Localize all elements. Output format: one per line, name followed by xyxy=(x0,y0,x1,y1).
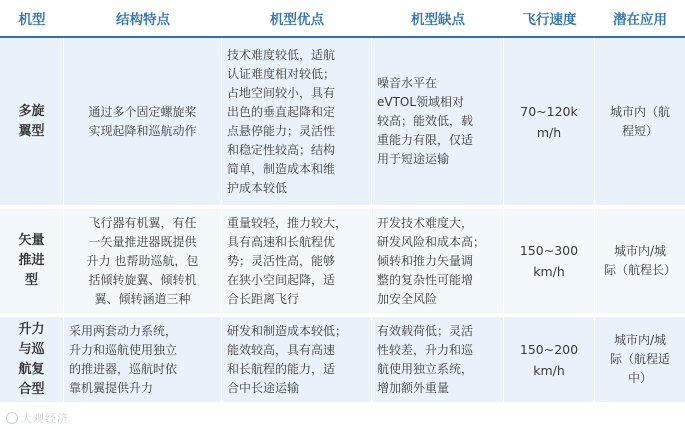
watermark-logo-icon xyxy=(6,412,18,424)
header-structure: 结构特点 xyxy=(64,0,222,38)
cell-structure: 通过多个固定螺旋桨 实现起降和巡航动作 xyxy=(64,38,222,209)
cell-cons: 开发技术难度大， 研发风险和成本高； 倾转和推力矢量调 整的复杂性可能增 加安全风险 xyxy=(372,209,504,317)
header-speed: 飞行速度 xyxy=(504,0,595,38)
cell-application: 城市内/城 际（航程适 中） xyxy=(595,317,685,406)
header-pros: 机型优点 xyxy=(222,0,372,38)
cell-speed: 70~120k m/h xyxy=(504,38,595,209)
table-row xyxy=(0,38,685,209)
header-type: 机型 xyxy=(0,0,64,38)
cell-pros: 重量较轻，推力较大， 具有高速和长航程优 势；灵活性高，能够 在狭小空间起降，适 合长距离飞行 xyxy=(222,209,372,317)
cell-speed: 150~300 km/h xyxy=(504,209,595,317)
cell-structure: 飞行器有机翼，有任 一矢量推进器既提供 升力 也帮助巡航，包 括倾转旋翼、倾转机 翼、倾转涵道三种 xyxy=(64,209,222,317)
header-cons: 机型缺点 xyxy=(372,0,504,38)
cell-structure: 采用两套动力系统， 升力和巡航使用独立 的推进器，巡航时依 靠机翼提供升力 xyxy=(64,317,222,406)
cell-application: 城市内（航 程短） xyxy=(595,38,685,209)
cell-cons: 噪音水平在 eVTOL领域相对 较高；能效低，载 重能力有限，仅适 用于短途运输 xyxy=(372,38,504,209)
cell-type: 升力 与巡 航复 合型 xyxy=(0,317,64,406)
cell-pros: 研发和制造成本较低； 能效较高，具有高速 和长航程的能力，适 合中长途运输 xyxy=(222,317,372,406)
table-row xyxy=(0,317,685,406)
header-application: 潜在应用 xyxy=(595,0,685,38)
table-row xyxy=(0,209,685,317)
cell-pros: 技术难度较低，适航 认证难度相对较低； 占地空间较小，具有 出色的垂直起降和定 点悬停能力；灵活性 和稳定性较高；结构 简单，制造成本和维 护成本较低 xyxy=(222,38,372,209)
watermark xyxy=(6,410,69,426)
cell-type: 多旋 翼型 xyxy=(0,38,64,209)
cell-application: 城市内/城 际（航程长） xyxy=(595,209,685,317)
watermark-text: 大观经济 xyxy=(21,412,69,425)
cell-speed: 150~200 km/h xyxy=(504,317,595,406)
cell-type: 矢量 推进 型 xyxy=(0,209,64,317)
cell-cons: 有效载荷低；灵活 性较差，升力和巡 航使用独立系统， 增加额外重量 xyxy=(372,317,504,406)
header-row xyxy=(0,0,685,38)
